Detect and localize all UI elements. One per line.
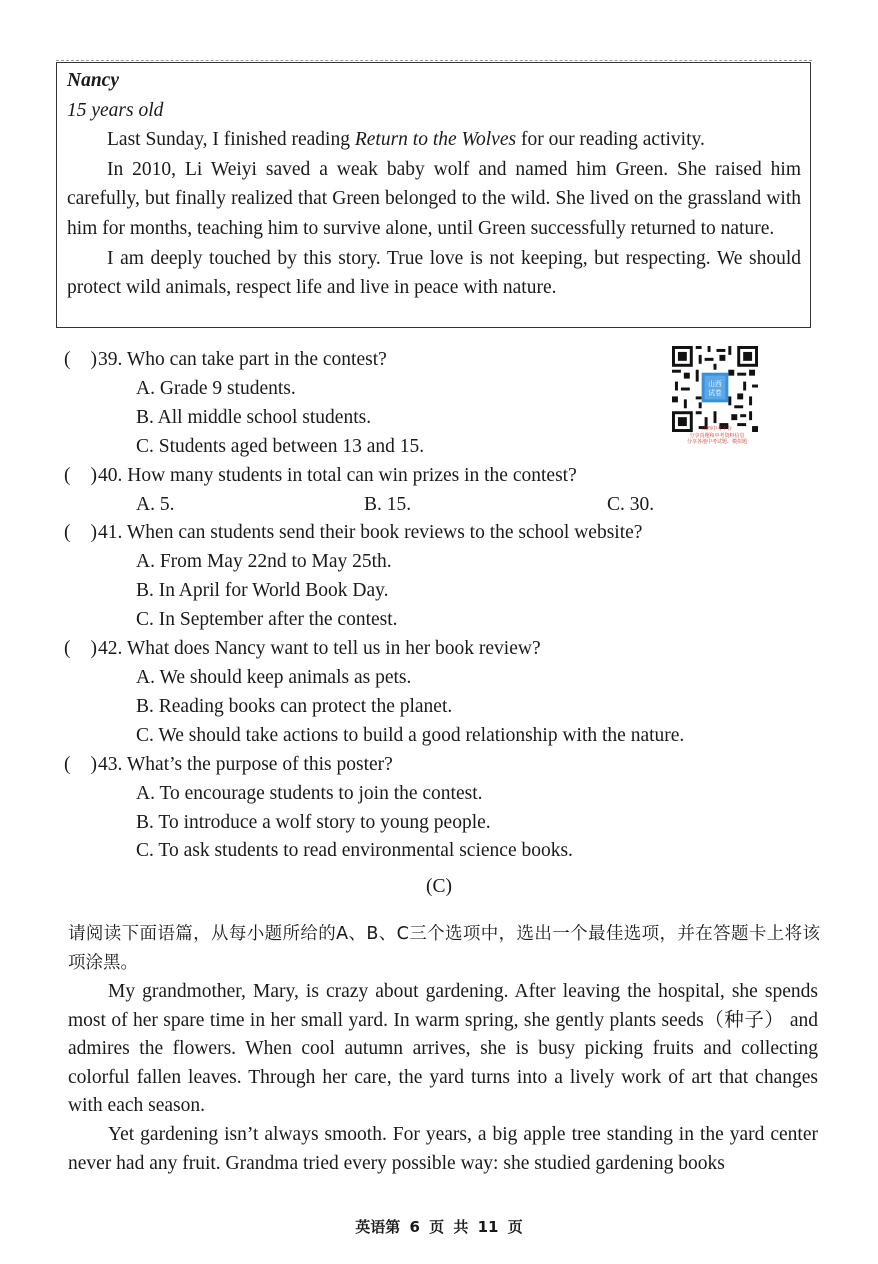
section-heading: (C) [426, 876, 452, 897]
passage-paragraph-2: Yet gardening isn’t always smooth. For years, a big apple tree standing in the yard center never had any fruit. Grandma tried every possible way: she studied gardening books [68, 1123, 818, 1174]
page-footer: 英语第 6 页 共 11 页 [355, 1218, 523, 1236]
review-paragraph-2: In 2010, Li Weiyi saved a weak baby wolf and named him Green. She raised him carefully, but finally realized that Green belonged to the wild. She lived on the grassland with him for months, teaching him to survive alone, until Green successfully returned to nature. [67, 158, 801, 239]
option-c: C. To ask students to read environmental science books. [136, 840, 573, 862]
option-b: B. To introduce a wolf story to young people. [136, 811, 491, 833]
option-a: A. Grade 9 students. [136, 377, 296, 399]
reviewer-age: 15 years old [67, 99, 164, 121]
qr-label-top: 山西 [708, 380, 722, 389]
option-c: C. We should take actions to build a good relationship with the nature. [136, 724, 685, 746]
option-b: B. 15. [364, 493, 412, 515]
answer-blank[interactable]: ( ) [64, 349, 97, 370]
reviewer-name: Nancy [67, 70, 119, 91]
question-stem: 41. When can students send their book reviews to the school website? [98, 522, 643, 544]
section-instruction: 请阅读下面语篇，从每小题所给的A、B、C三个选项中，选出一个最佳选项，并在答题卡上将该项涂黑。 [68, 924, 820, 973]
page-top-rule [56, 60, 812, 61]
qr-caption-line: 分享真题和中考资料信息 [689, 432, 745, 439]
option-c: C. 30. [607, 493, 655, 515]
question-40 [64, 462, 824, 520]
option-a: A. From May 22nd to May 25th. [136, 551, 392, 573]
option-b: B. All middle school students. [136, 406, 372, 428]
book-title: Return to the Wolves [354, 129, 517, 151]
option-c: C. Students aged between 13 and 15. [136, 435, 425, 457]
option-a: A. We should keep animals as pets. [136, 666, 412, 688]
option-a: A. 5. [136, 493, 175, 515]
book-review-box [56, 62, 811, 328]
question-41 [64, 519, 824, 635]
option-a: A. To encourage students to join the contest. [136, 782, 483, 804]
review-paragraph-3: I am deeply touched by this story. True love is not keeping, but respecting. We should protect wild animals, respect life and live in peace with nature. [67, 247, 801, 299]
reading-passage [68, 978, 818, 1178]
question-stem: 40. How many students in total can win prizes in the contest? [98, 464, 577, 486]
question-42 [64, 635, 824, 751]
option-c: C. In September after the contest. [136, 609, 398, 631]
option-b: B. Reading books can protect the planet. [136, 695, 453, 717]
answer-blank[interactable]: ( ) [64, 638, 97, 660]
question-39 [64, 346, 824, 462]
answer-blank[interactable]: ( ) [64, 753, 97, 775]
qr-caption-line: 分享各地中考试题、模拟题 [686, 439, 747, 445]
question-list [64, 346, 824, 866]
option-b: B. In April for World Book Day. [136, 580, 389, 602]
question-43 [64, 751, 824, 867]
answer-blank[interactable]: ( ) [64, 522, 97, 544]
question-stem: 42. What does Nancy want to tell us in her book review? [98, 638, 541, 660]
qr-caption-line: 山西中考平台 [701, 426, 732, 432]
question-stem: 39. Who can take part in the contest? [98, 349, 387, 370]
question-stem: 43. What’s the purpose of this poster? [98, 753, 393, 775]
qr-label-bottom: 试卷 [708, 389, 722, 398]
passage-paragraph-1: My grandmother, Mary, is crazy about gardening. After leaving the hospital, she spends most of her spare time in her small yard. In warm spring, she gently plants seeds（种子） and admires the flowers. When cool autumn arrives, she is busy picking fruits and collecting colorful fallen leaves. Through her care, the yard turns into a lively work of art that changes with each season. [68, 981, 818, 1117]
answer-blank[interactable]: ( ) [64, 464, 97, 486]
review-paragraph-1: Last Sunday, I finished reading Return to the Wolves for our reading activity. [107, 129, 705, 151]
